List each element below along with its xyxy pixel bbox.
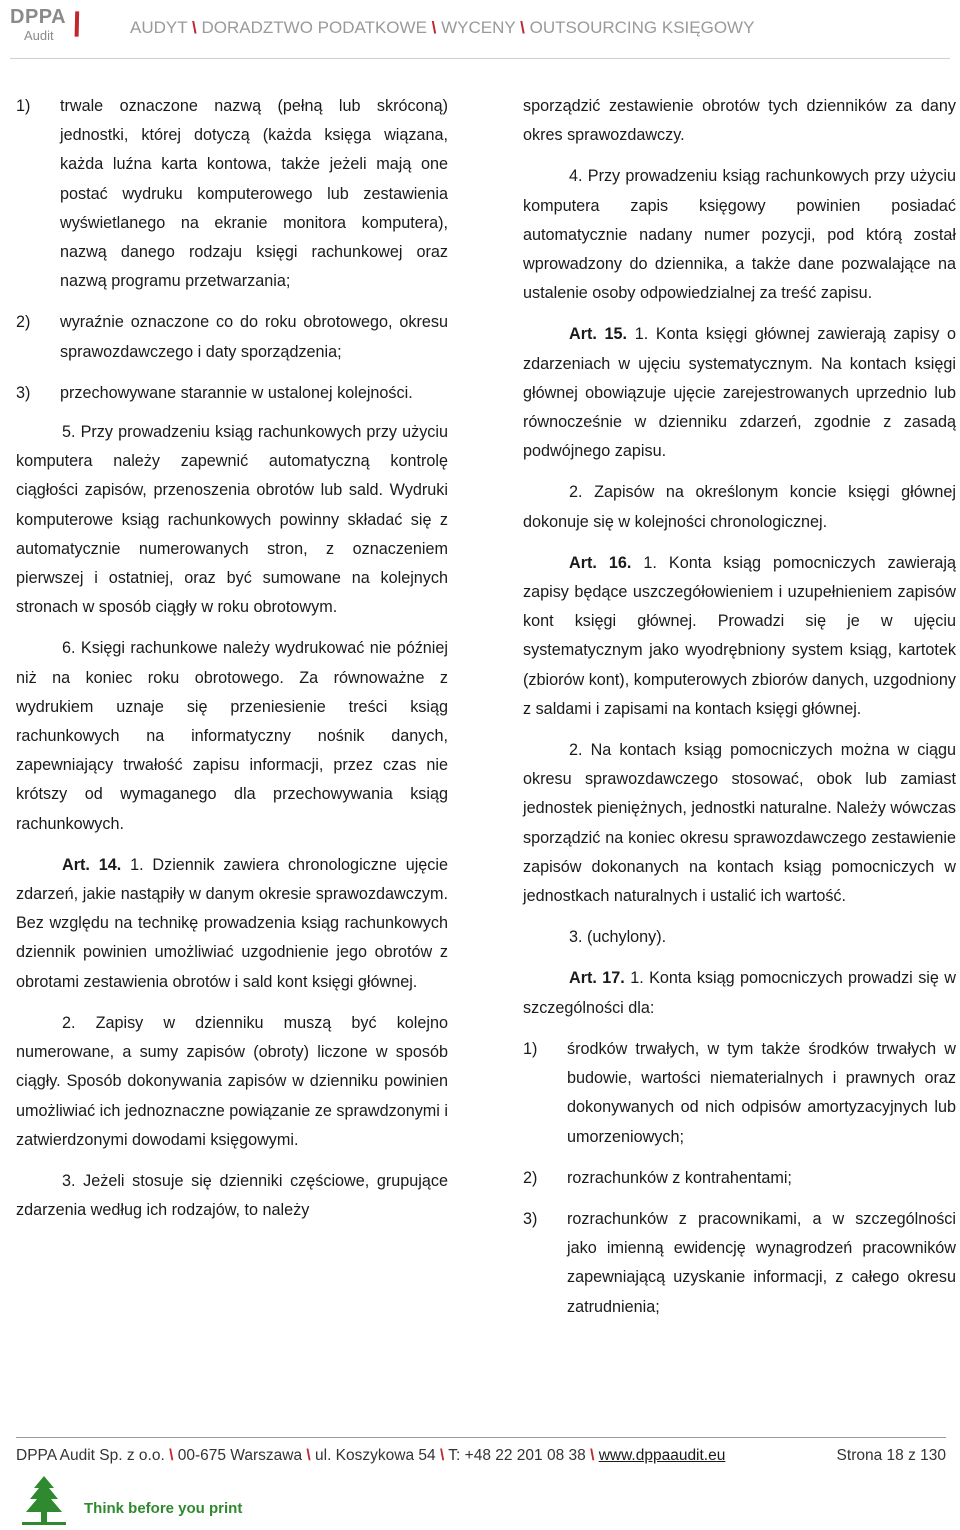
footer-separator: \ (169, 1447, 174, 1464)
company-logo (10, 6, 100, 46)
list-item-text: rozrachunków z pracownikami, a w szczególności jako imienną ewidencję wynagrodzeń pracowników zapewniającą uzyskanie informacji, z całego okresu zatrudnienia; (567, 1209, 956, 1316)
list-item-number: 2) (523, 1168, 538, 1187)
footer-address: 00-675 Warszawa (177, 1447, 303, 1464)
list-item-number: 2) (16, 313, 31, 332)
paragraph-6: 6. Księgi rachunkowe należy wydrukować nie później niż na koniec roku obrotowego. Za równoważne z wydrukiem uznaje się przeniesienie treści ksiąg rachunkowych na informatyczny nośnik danych, zapewniający trwałość zapisu informacji, przez czas nie krótszy od wymaganego dla przechowywania ksiąg rachunkowych. (16, 639, 448, 833)
header-separator: \ (192, 18, 197, 37)
footer-website-link[interactable]: www.dppaaudit.eu (598, 1447, 726, 1464)
page-header (0, 0, 960, 60)
article-label: Art. 14. (62, 855, 122, 874)
tree-icon (18, 1474, 70, 1526)
logo-slash: \ (67, 6, 86, 44)
list-item (16, 308, 448, 366)
header-service-2: DORADZTWO PODATKOWE (201, 18, 427, 37)
logo-sub-text: Audit (24, 28, 54, 43)
footer-company: DPPA Audit Sp. z o.o. (16, 1447, 165, 1464)
list-item-number: 1) (16, 97, 31, 115)
footer-separator: \ (590, 1447, 595, 1464)
article-14-paragraph-4: 4. Przy prowadzeniu ksiąg rachunkowych przy użyciu komputera zapis księgowy powinien posiadać automatycznie nadany numer pozycji, pod którą został wprowadzony do dziennika, a także dane pozwalające na ustalenie osoby odpowiedzialnej za treść zapisu. (523, 167, 956, 303)
paragraph-5: 5. Przy prowadzeniu ksiąg rachunkowych przy użyciu komputera należy zapewnić automatyczną kontrolę ciągłości zapisów, przenoszenia obrotów lub sald. Wydruki komputerowe ksiąg rachunkowych powinny składać się z automatycznie numerowanych stron, z oznaczeniem pierwszej i ostatniej, oraz być sumowane na kolejnych stronach w sposób ciągły w roku obrotowym. (16, 423, 448, 617)
header-services (130, 18, 754, 38)
footer-separator: \ (439, 1447, 445, 1464)
article-14-paragraph-3: 3. Jeżeli stosuje się dzienniki częściowe, grupujące zdarzenia według ich rodzajów, to należy (16, 1171, 448, 1220)
header-separator: \ (520, 18, 525, 37)
logo-main-text: DPPA (10, 6, 67, 28)
paragraph-continued: sporządzić zestawienie obrotów tych dzienników za dany okres sprawozdawczy. (523, 97, 956, 145)
article-label: Art. 17. (569, 969, 625, 988)
page-number: Strona 18 z 130 (836, 1447, 946, 1464)
article-text: 1. Konta ksiąg pomocniczych prowadzi się w szczególności dla: (523, 969, 956, 1017)
list-item (16, 92, 448, 296)
left-column (16, 92, 448, 1237)
list-item-number: 3) (16, 383, 31, 402)
list-item (523, 1035, 956, 1152)
article-17 (523, 964, 956, 1022)
list-item (16, 379, 448, 408)
right-column (523, 92, 956, 1334)
list-item-number: 1) (523, 1039, 538, 1058)
article-label: Art. 16. (569, 553, 632, 572)
list-item-text: przechowywane starannie w ustalonej kolejności. (60, 383, 413, 402)
list-item-text: trwale oznaczone nazwą (pełną lub skróconą) jednostki, której dotyczą (każda księga wiązana, każda luźna karta kontowa, także jeżeli mają one postać wydruku komputerowego lub zestawienia wyświetlanego na ekranie monitora komputera), nazwą danego rodzaju księgi rachunkowej oraz nazwą programu przetwarzania; (60, 97, 448, 291)
header-service-3: WYCENY (441, 18, 516, 37)
list-item-number: 3) (523, 1209, 538, 1228)
article-14 (16, 851, 448, 997)
footer-divider (16, 1437, 946, 1438)
header-divider (10, 58, 950, 59)
article-15-paragraph-2: 2. Zapisów na określonym koncie księgi głównej dokonuje się w kolejności chronologicznej. (523, 483, 956, 531)
list-item-text: rozrachunków z kontrahentami; (567, 1168, 792, 1187)
article-15 (523, 320, 956, 466)
header-service-1: AUDYT (130, 18, 188, 37)
footer-separator: \ (306, 1447, 311, 1464)
article-16-paragraph-2: 2. Na kontach ksiąg pomocniczych można w ciągu okresu sprawozdawczego stosować, obok lub zamiast jednostek pieniężnych, jednostki naturalne. Należy wówczas sporządzić na koniec okresu sprawozdawczego zestawienie zapisów dokonanych na kontach ksiąg pomocniczych w jednostkach naturalnych i ustalić ich wartość. (523, 741, 956, 906)
list-item-text: wyraźnie oznaczone co do roku obrotowego, okresu sprawozdawczego i daty sporządzenia; (60, 313, 448, 361)
article-16 (523, 549, 956, 724)
article-14-paragraph-2: 2. Zapisy w dzienniku muszą być kolejno numerowane, a sumy zapisów (obroty) liczone w sposób ciągły. Sposób dokonywania zapisów w dzienniku powinien umożliwiać ich jednoznaczne powiązanie ze sprawdzonymi i zatwierdzonymi dowodami księgowymi. (16, 1013, 448, 1149)
article-label: Art. 15. (569, 325, 628, 344)
footer-contact (16, 1447, 725, 1465)
list-item (523, 1164, 956, 1193)
print-slogan: Think before you print (84, 1500, 243, 1517)
article-text: 1. Konta ksiąg pomocniczych zawierają zapisy będące uszczegółowieniem i uzupełnieniem zapisów kont księgi głównej. Prowadzi się je w ujęciu systematycznym jako wyodrębniony system ksiąg, kartotek (zbiorów kont), komputerowych zbiorów danych, uzgodniony z saldami i zapisami na kontach księgi głównej. (523, 553, 956, 718)
list-item-text: środków trwałych, w tym także środków trwałych w budowie, wartości niematerialnych i prawnych oraz dokonywanych od nich odpisów amortyzacyjnych lub umorzeniowych; (567, 1039, 956, 1146)
header-separator: \ (431, 18, 437, 37)
article-16-paragraph-3: 3. (uchylony). (569, 928, 667, 947)
article-text: 1. Konta księgi głównej zawierają zapisy o zdarzeniach w ujęciu systematycznym. Na kontach księgi głównej obowiązuje ujęcie zarejestrowanych uprzednio lub równocześnie w dzienniku zdarzeń, zgodnie z zasadą podwójnego zapisu. (523, 325, 956, 461)
footer-phone: T: +48 22 201 08 38 (448, 1447, 586, 1464)
list-item (523, 1205, 956, 1322)
footer-street: ul. Koszykowa 54 (315, 1447, 436, 1464)
article-text: 1. Dziennik zawiera chronologiczne ujęcie zdarzeń, jakie nastąpiły w danym okresie sprawozdawczym. Bez względu na technikę prowadzenia ksiąg rachunkowych dziennik powinien umożliwiać uzgodnienie jego obrotów z obrotami zestawienia obrotów i sald kont księgi głównej. (16, 855, 448, 991)
header-service-4: OUTSOURCING KSIĘGOWY (529, 18, 755, 37)
